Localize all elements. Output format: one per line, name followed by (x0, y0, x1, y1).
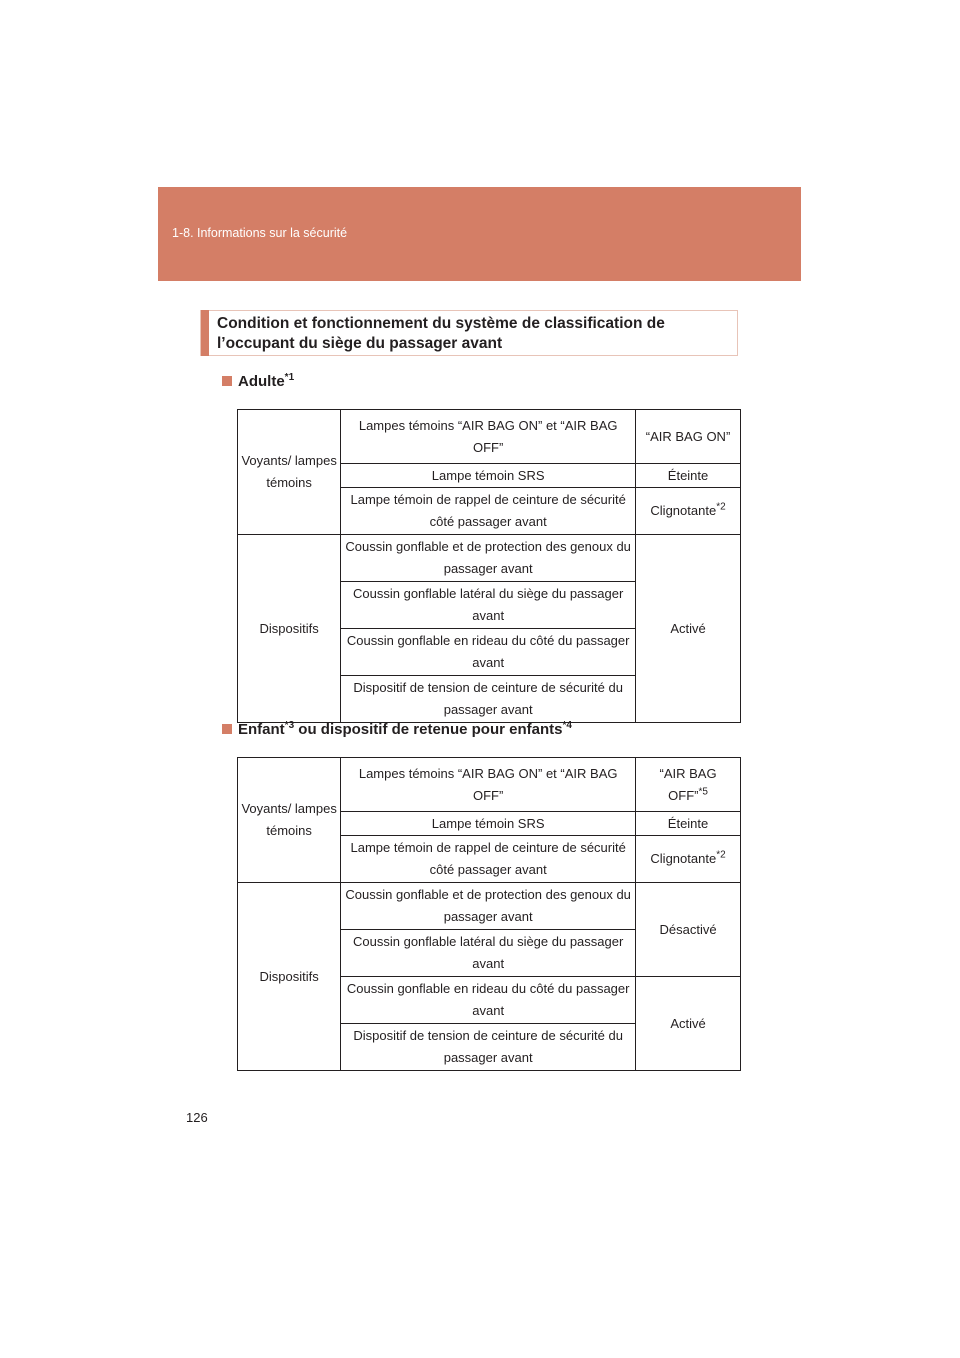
footnote-ref: *2 (716, 849, 726, 861)
device-state-cell: Désactivé (636, 883, 741, 977)
lamp-state-cell (636, 488, 741, 535)
lamp-name-cell: Lampe témoin SRS (341, 812, 636, 836)
voyants-cell: Voyants/ lampes témoins (238, 410, 341, 535)
adulte-label: Adulte (238, 373, 285, 390)
lamp-name-cell: Lampes témoins “AIR BAG ON” et “AIR BAG OFF” (341, 758, 636, 812)
lamp-state-cell (636, 836, 741, 883)
square-bullet-icon (222, 724, 232, 734)
lamp-state-text: Éteinte (667, 467, 709, 483)
footnote-ref: *1 (284, 372, 295, 383)
lamp-name-cell: Lampes témoins “AIR BAG ON” et “AIR BAG OFF” (341, 410, 636, 464)
table-row (238, 883, 741, 930)
chapter-header-band (158, 187, 801, 281)
section-title: Condition et fonctionnement du système de classification de l’occupant du siège du passager avant (217, 315, 665, 352)
footnote-ref: *3 (284, 720, 295, 731)
subheading-adulte (222, 373, 294, 390)
table-row (238, 535, 741, 582)
section-heading-box (200, 310, 738, 356)
lamp-state-cell (636, 410, 741, 464)
page-number: 126 (186, 1110, 208, 1125)
lamp-state-cell (636, 812, 741, 836)
device-cell: Coussin gonflable en rideau du côté du passager avant (341, 977, 636, 1024)
device-cell: Coussin gonflable et de protection des genoux du passager avant (341, 883, 636, 930)
lamp-state-cell (636, 758, 741, 812)
dispositifs-cell: Dispositifs (238, 883, 341, 1071)
lamp-state-text: “AIR BAG OFF” (659, 765, 717, 803)
table-row (238, 410, 741, 464)
section-accent-bar (201, 310, 209, 356)
device-cell: Coussin gonflable et de protection des genoux du passager avant (341, 535, 636, 582)
device-cell: Coussin gonflable latéral du siège du passager avant (341, 930, 636, 977)
footnote-ref: *2 (716, 501, 726, 513)
chapter-title: 1-8. Informations sur la sécurité (172, 226, 348, 240)
enfant-label: Enfant (238, 721, 285, 738)
enfant-table (237, 757, 741, 1071)
lamp-state-cell (636, 464, 741, 488)
table-row (238, 758, 741, 812)
lamp-state-text: Éteinte (667, 815, 709, 831)
device-cell: Dispositif de tension de ceinture de sécurité du passager avant (341, 676, 636, 723)
lamp-name-cell: Lampe témoin de rappel de ceinture de sécurité côté passager avant (341, 836, 636, 883)
footnote-ref: *5 (698, 786, 708, 798)
adulte-table (237, 409, 741, 723)
lamp-state-text: Clignotante (650, 503, 717, 518)
enfant-label-suffix: ou dispositif de retenue pour enfants (294, 721, 563, 738)
device-cell: Coussin gonflable latéral du siège du passager avant (341, 582, 636, 629)
lamp-name-cell: Lampe témoin de rappel de ceinture de sécurité côté passager avant (341, 488, 636, 535)
footnote-ref: *4 (562, 720, 572, 731)
lamp-state-text: “AIR BAG ON” (645, 428, 731, 444)
subheading-enfant (222, 721, 572, 738)
device-state-cell: Activé (636, 535, 741, 723)
device-state-cell: Activé (636, 977, 741, 1071)
device-cell: Dispositif de tension de ceinture de sécurité du passager avant (341, 1024, 636, 1071)
lamp-name-cell: Lampe témoin SRS (341, 464, 636, 488)
device-cell: Coussin gonflable en rideau du côté du passager avant (341, 629, 636, 676)
dispositifs-cell: Dispositifs (238, 535, 341, 723)
square-bullet-icon (222, 376, 232, 386)
voyants-cell: Voyants/ lampes témoins (238, 758, 341, 883)
lamp-state-text: Clignotante (650, 851, 717, 866)
